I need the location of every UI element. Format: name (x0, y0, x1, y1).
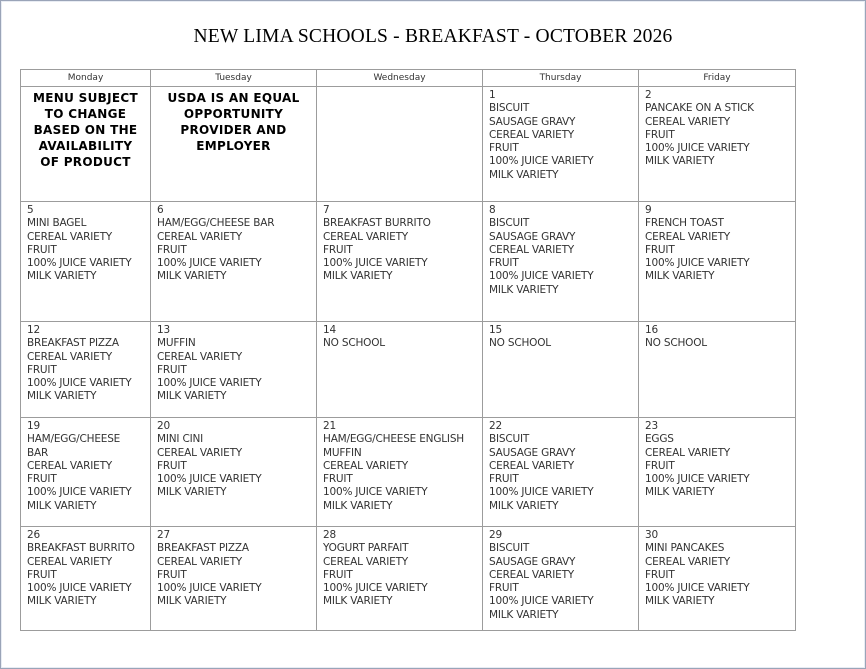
menu-item: 100% JUICE VARIETY (489, 270, 594, 283)
menu-item: FRUIT (27, 243, 57, 256)
menu-item: SAUSAGE GRAVY (489, 555, 576, 568)
menu-item: MILK VARIETY (27, 499, 97, 512)
menu-item: 100% JUICE VARIETY (27, 486, 132, 499)
menu-item: 100% JUICE VARIETY (645, 582, 750, 595)
menu-item: 100% JUICE VARIETY (645, 473, 750, 486)
menu-item: MILK VARIETY (27, 270, 97, 283)
menu-item: 100% JUICE VARIETY (645, 257, 750, 270)
day-number: 8 (489, 204, 496, 216)
menu-item: MILK VARIETY (489, 283, 559, 296)
menu-item: MILK VARIETY (645, 270, 715, 283)
menu-item: MILK VARIETY (27, 595, 97, 608)
menu-item: BISCUIT (489, 217, 530, 230)
menu-item: MUFFIN (157, 337, 196, 350)
menu-item: YOGURT PARFAIT (323, 542, 409, 555)
menu-item: MINI CINI (157, 433, 204, 446)
day-cell-thursday (483, 527, 639, 631)
menu-item: MILK VARIETY (489, 168, 559, 181)
menu-item: CEREAL VARIETY (645, 230, 731, 243)
day-cell-tuesday (151, 322, 317, 418)
day-cell-friday (639, 322, 796, 418)
menu-item: NO SCHOOL (323, 337, 385, 350)
week-row (21, 202, 796, 322)
day-cell-monday (21, 322, 151, 418)
day-cell-thursday (483, 87, 639, 202)
menu-item: 100% JUICE VARIETY (489, 155, 594, 168)
menu-item: 100% JUICE VARIETY (323, 582, 428, 595)
day-number: 20 (157, 420, 170, 432)
menu-item: MINI PANCAKES (645, 542, 725, 555)
menu-item: MILK VARIETY (157, 270, 227, 283)
menu-item: FRUIT (645, 243, 675, 256)
menu-item: CEREAL VARIETY (489, 128, 575, 141)
menu-item: 100% JUICE VARIETY (157, 473, 262, 486)
menu-item: FRUIT (157, 363, 187, 376)
day-number: 1 (489, 89, 496, 101)
day-number: 12 (27, 324, 40, 336)
menu-item: FRUIT (489, 257, 519, 270)
day-header-thursday: Thursday (483, 70, 639, 87)
menu-item: HAM/EGG/CHEESE ENGLISH MUFFIN (323, 433, 464, 459)
day-cell-thursday (483, 202, 639, 322)
menu-item: FRUIT (27, 363, 57, 376)
menu-item: FRUIT (323, 568, 353, 581)
menu-item: MILK VARIETY (157, 486, 227, 499)
menu-item: FRUIT (489, 142, 519, 155)
menu-item: FRUIT (489, 473, 519, 486)
menu-item: HAM/EGG/CHEESE BAR (157, 217, 275, 230)
day-cell-thursday (483, 418, 639, 527)
menu-item: MILK VARIETY (323, 270, 393, 283)
day-cell-monday (21, 202, 151, 322)
day-cell-thursday (483, 322, 639, 418)
menu-item: BISCUIT (489, 102, 530, 115)
day-number: 7 (323, 204, 330, 216)
menu-item: CEREAL VARIETY (157, 446, 243, 459)
menu-item: 100% JUICE VARIETY (27, 377, 132, 390)
menu-item: CEREAL VARIETY (27, 555, 113, 568)
menu-item: CEREAL VARIETY (323, 555, 409, 568)
menu-item: CEREAL VARIETY (489, 568, 575, 581)
menu-item: CEREAL VARIETY (645, 555, 731, 568)
day-cell-monday (21, 527, 151, 631)
menu-item: FRUIT (157, 459, 187, 472)
menu-item: MINI BAGEL (27, 217, 87, 230)
day-cell-friday (639, 527, 796, 631)
menu-item: MILK VARIETY (645, 155, 715, 168)
menu-item: 100% JUICE VARIETY (323, 257, 428, 270)
day-number: 16 (645, 324, 658, 336)
day-number: 5 (27, 204, 34, 216)
menu-item: FRUIT (645, 128, 675, 141)
day-header-row (21, 70, 796, 87)
day-cell-monday (21, 418, 151, 527)
day-cell-friday (639, 202, 796, 322)
day-number: 9 (645, 204, 652, 216)
day-cell-wednesday (317, 87, 483, 202)
day-cell-friday (639, 418, 796, 527)
week-row (21, 527, 796, 631)
menu-item: FRUIT (323, 243, 353, 256)
day-header-friday: Friday (639, 70, 796, 87)
menu-item: CEREAL VARIETY (157, 555, 243, 568)
day-cell-wednesday (317, 418, 483, 527)
menu-item: SAUSAGE GRAVY (489, 230, 576, 243)
menu-item: FRENCH TOAST (645, 217, 724, 230)
menu-item: FRUIT (27, 473, 57, 486)
menu-item: 100% JUICE VARIETY (27, 257, 132, 270)
menu-item: MILK VARIETY (157, 390, 227, 403)
menu-item: MILK VARIETY (489, 608, 559, 621)
day-number: 15 (489, 324, 502, 336)
menu-item: NO SCHOOL (645, 337, 707, 350)
menu-item: HAM/EGG/CHEESE BAR (27, 433, 121, 459)
menu-item: 100% JUICE VARIETY (157, 582, 262, 595)
menu-calendar (20, 69, 796, 631)
menu-item: 100% JUICE VARIETY (27, 582, 132, 595)
day-number: 21 (323, 420, 336, 432)
menu-item: MILK VARIETY (489, 499, 559, 512)
notice-text: USDA IS AN EQUAL OPPORTUNITY PROVIDER AND EMPLOYER (167, 91, 300, 153)
day-cell-tuesday (151, 418, 317, 527)
menu-item: CEREAL VARIETY (27, 230, 113, 243)
menu-item: BREAKFAST PIZZA (157, 542, 249, 555)
menu-item: FRUIT (645, 568, 675, 581)
menu-item: CEREAL VARIETY (27, 459, 113, 472)
day-number: 27 (157, 529, 170, 541)
menu-item: SAUSAGE GRAVY (489, 115, 576, 128)
day-number: 22 (489, 420, 502, 432)
day-number: 13 (157, 324, 170, 336)
menu-item: 100% JUICE VARIETY (489, 486, 594, 499)
day-cell-wednesday (317, 322, 483, 418)
menu-item: CEREAL VARIETY (645, 446, 731, 459)
menu-item: MILK VARIETY (323, 499, 393, 512)
menu-item: EGGS (645, 433, 674, 446)
day-header-monday: Monday (21, 70, 151, 87)
week-row (21, 87, 796, 202)
menu-item: 100% JUICE VARIETY (157, 257, 262, 270)
day-number: 26 (27, 529, 40, 541)
menu-item: 100% JUICE VARIETY (323, 486, 428, 499)
menu-item: CEREAL VARIETY (489, 243, 575, 256)
day-cell-friday (639, 87, 796, 202)
menu-item: BREAKFAST PIZZA (27, 337, 119, 350)
menu-item: 100% JUICE VARIETY (157, 377, 262, 390)
menu-item: BREAKFAST BURRITO (27, 542, 135, 555)
day-cell-tuesday (151, 87, 317, 202)
day-number: 23 (645, 420, 658, 432)
menu-item: MILK VARIETY (323, 595, 393, 608)
menu-item: BISCUIT (489, 542, 530, 555)
day-cell-monday (21, 87, 151, 202)
page-title: NEW LIMA SCHOOLS - BREAKFAST - OCTOBER 2026 (193, 26, 673, 47)
menu-item: FRUIT (157, 243, 187, 256)
day-header-tuesday: Tuesday (151, 70, 317, 87)
menu-item: CEREAL VARIETY (323, 459, 409, 472)
day-cell-wednesday (317, 527, 483, 631)
menu-item: BREAKFAST BURRITO (323, 217, 431, 230)
day-number: 19 (27, 420, 40, 432)
day-number: 6 (157, 204, 164, 216)
week-row (21, 418, 796, 527)
notice-text: MENU SUBJECT TO CHANGE BASED ON THE AVAILABILITY OF PRODUCT (33, 91, 138, 169)
menu-item: NO SCHOOL (489, 337, 551, 350)
menu-item: SAUSAGE GRAVY (489, 446, 576, 459)
menu-item: CEREAL VARIETY (489, 459, 575, 472)
menu-item: CEREAL VARIETY (27, 350, 113, 363)
menu-item: MILK VARIETY (157, 595, 227, 608)
menu-item: 100% JUICE VARIETY (489, 595, 594, 608)
menu-item: FRUIT (489, 582, 519, 595)
menu-item: FRUIT (27, 568, 57, 581)
day-number: 29 (489, 529, 502, 541)
menu-item: CEREAL VARIETY (157, 350, 243, 363)
day-cell-tuesday (151, 527, 317, 631)
day-header-wednesday: Wednesday (317, 70, 483, 87)
day-cell-wednesday (317, 202, 483, 322)
day-cell-tuesday (151, 202, 317, 322)
menu-item: 100% JUICE VARIETY (645, 142, 750, 155)
menu-item: MILK VARIETY (645, 595, 715, 608)
menu-item: CEREAL VARIETY (645, 115, 731, 128)
menu-item: FRUIT (157, 568, 187, 581)
menu-item: BISCUIT (489, 433, 530, 446)
menu-item: PANCAKE ON A STICK (645, 102, 754, 115)
menu-item: MILK VARIETY (27, 390, 97, 403)
menu-item: FRUIT (645, 459, 675, 472)
menu-item: MILK VARIETY (645, 486, 715, 499)
menu-item: CEREAL VARIETY (157, 230, 243, 243)
week-row (21, 322, 796, 418)
day-number: 28 (323, 529, 336, 541)
day-number: 14 (323, 324, 336, 336)
menu-item: FRUIT (323, 473, 353, 486)
day-number: 30 (645, 529, 658, 541)
menu-item: CEREAL VARIETY (323, 230, 409, 243)
day-number: 2 (645, 89, 652, 101)
